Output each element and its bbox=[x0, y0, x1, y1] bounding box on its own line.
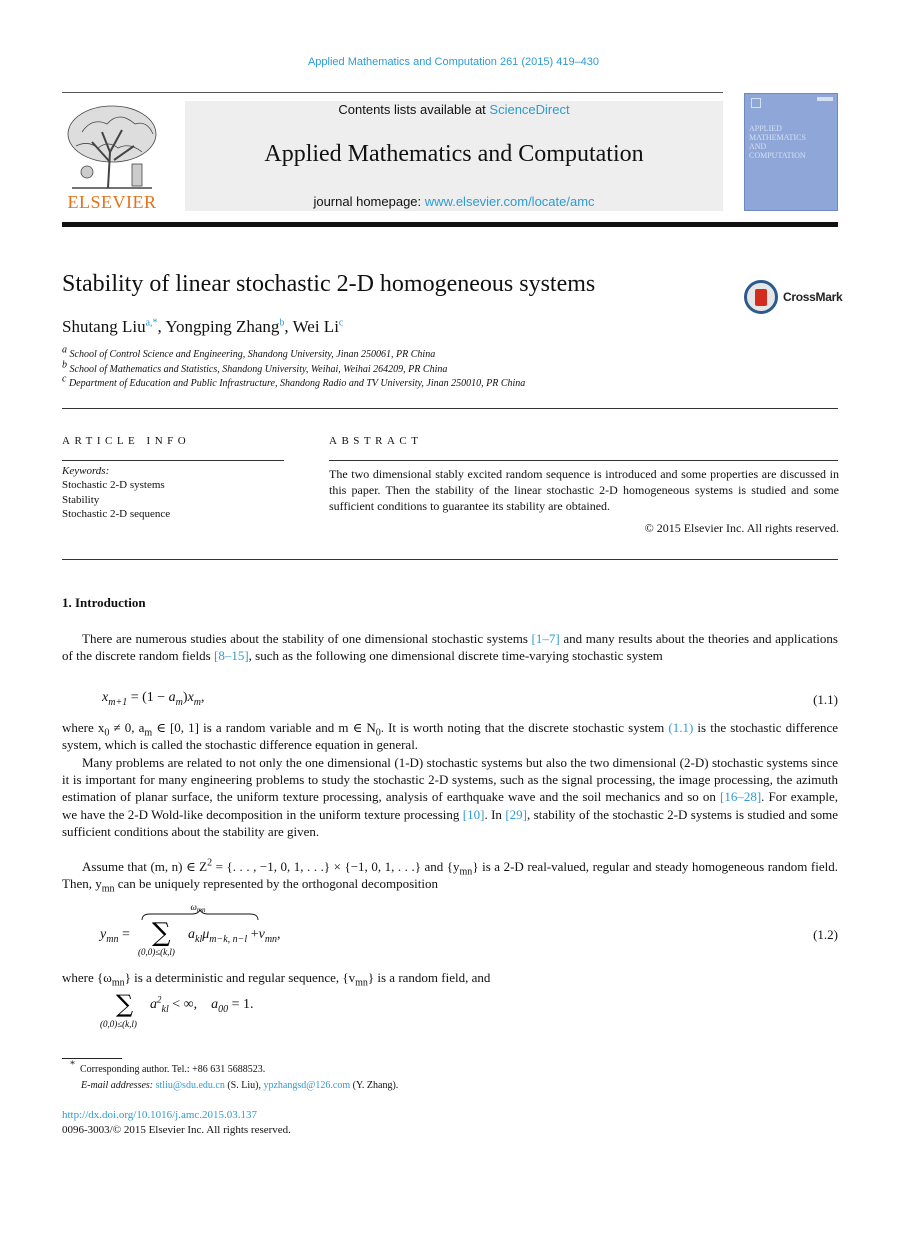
text: } is a deterministic and regular sequence, {v bbox=[124, 970, 356, 985]
journal-cover-thumbnail[interactable] bbox=[744, 93, 838, 211]
cover-title bbox=[749, 124, 806, 160]
author-sup[interactable]: a,* bbox=[145, 317, 158, 329]
homepage-link[interactable]: www.elsevier.com/locate/amc bbox=[424, 194, 595, 209]
affiliation-text: School of Mathematics and Statistics, Shandong University, Weihai, Weihai 264209, PR China bbox=[69, 364, 448, 375]
cover-line: COMPUTATION bbox=[749, 151, 806, 160]
divider bbox=[62, 408, 838, 409]
email-link[interactable]: stliu@sdu.edu.cn bbox=[155, 1080, 225, 1091]
author-name[interactable]: Yongping Zhang bbox=[165, 317, 280, 336]
issn-copyright: 0096-3003/© 2015 Elsevier Inc. All rights reserved. bbox=[62, 1124, 291, 1136]
keyword: Stability bbox=[62, 494, 100, 506]
header-top-rule bbox=[62, 92, 723, 93]
author-name[interactable]: Shutang Liu bbox=[62, 317, 146, 336]
cover-line: APPLIED bbox=[749, 124, 782, 133]
crossmark-button[interactable] bbox=[744, 280, 844, 316]
eq-term: $a_{kl}\mu_{m-k, n-l} +v_{mn}$, bbox=[188, 927, 281, 945]
affiliation bbox=[62, 359, 448, 375]
intro-paragraph-4: Assume that (m, n) ∈ $Z^2$ = {. . . , −1, 0, 1, . . .} × {−1, 0, 1, . . .} and $\{y_{mn}\}$ is a 2-D real-valued, regular and steady homogeneous random field. Then, $y_{mn}$ can be uniquely represented by the orthogonal decomposition bbox=[62, 857, 839, 895]
email-label: E-mail addresses: bbox=[81, 1080, 156, 1091]
doi-link[interactable]: http://dx.doi.org/10.1016/j.amc.2015.03.137 bbox=[62, 1109, 258, 1121]
text: There are numerous studies about the stability of one dimensional stochastic systems bbox=[82, 631, 532, 646]
keywords-label: Keywords: bbox=[62, 465, 110, 477]
text: where x bbox=[62, 720, 105, 735]
author-list: Shutang Liu$^{a,*}$, Yongping Zhang$^b$, Wei Li$^c$ bbox=[62, 317, 344, 336]
email-footnote bbox=[81, 1080, 398, 1091]
text: . In bbox=[484, 806, 506, 822]
cover-line: AND bbox=[749, 142, 767, 151]
elsevier-logo bbox=[62, 102, 162, 214]
cover-line: MATHEMATICS bbox=[749, 133, 806, 142]
cover-tag bbox=[817, 97, 833, 101]
text: ∈ [0, 1] is a random variable and m ∈ N bbox=[152, 720, 376, 735]
text: where {ω bbox=[62, 970, 112, 985]
footnote-text: Corresponding author. Tel.: +86 631 5688523. bbox=[80, 1064, 266, 1075]
text: and many results about the theories and applications of the discrete random fields bbox=[62, 631, 838, 664]
crossmark-icon bbox=[744, 280, 778, 314]
sum-symbol: ∑ bbox=[116, 990, 134, 1018]
corresponding-footnote: * Corresponding author. Tel.: +86 631 5688523. bbox=[70, 1059, 266, 1075]
affiliation-mark: a bbox=[62, 344, 67, 356]
text: } is a 2-D real-valued, regular and steady homogeneous random field. Then, y bbox=[62, 859, 839, 892]
eq-lhs: $y_{mn}$ = bbox=[100, 927, 130, 945]
section-heading-introduction: 1. Introduction bbox=[62, 595, 146, 610]
equation-1-2 bbox=[100, 900, 360, 962]
cover-logo-icon bbox=[751, 98, 761, 108]
keyword: Stochastic 2-D systems bbox=[62, 479, 165, 491]
author-name[interactable]: Wei Li bbox=[292, 317, 339, 336]
text: , stability of the stochastic 2-D systems is studied and some sufficient conditions about the stability are given. bbox=[62, 806, 838, 839]
elsevier-tree-icon bbox=[62, 102, 162, 190]
text: Many problems are related to not only the one dimensional (1-D) stochastic systems but also the two dimensional (2-D) stochastic systems since it is important for many engineering problems to study the stochastic 2-D systems, such as the signal processing, the image processing, the azimuth estimation of planar surface, the uniform texture processing, analysis of earthquake wave and the soil mechanics and so on bbox=[62, 755, 838, 805]
text: } is a random field, and bbox=[367, 970, 491, 985]
text: . For example, we have the 2-D Wold-like decomposition in the uniform texture processing bbox=[62, 789, 839, 822]
abstract-copyright: © 2015 Elsevier Inc. All rights reserved. bbox=[644, 521, 839, 535]
article-info-heading: ARTICLE INFO bbox=[62, 435, 191, 447]
text: ≠ 0, a bbox=[109, 720, 145, 735]
affiliation-mark: c bbox=[62, 373, 67, 385]
intro-paragraph-2: where $x_0 \ne 0$, $a_m$ ∈ [0, 1] is a random variable and m ∈ $N_0$. It is worth noting that the discrete stochastic system (1.1) is the stochastic difference system, which is called the stochastic difference equation in general. bbox=[62, 720, 839, 753]
header-thick-rule bbox=[62, 222, 838, 227]
homepage-line bbox=[185, 194, 723, 209]
sum-index: (0,0)≤(k,l) bbox=[100, 1019, 137, 1029]
divider bbox=[62, 559, 838, 560]
text: . It is worth noting that the discrete stochastic system bbox=[380, 720, 669, 735]
author-sup[interactable]: c bbox=[338, 317, 344, 329]
journal-title: Applied Mathematics and Computation bbox=[264, 141, 644, 167]
sum-index: (0,0)≤(k,l) bbox=[138, 947, 175, 957]
intro-paragraph-3 bbox=[62, 754, 838, 840]
divider bbox=[329, 460, 838, 461]
homepage-prefix: journal homepage: bbox=[313, 194, 425, 209]
equation-link[interactable]: (1.1) bbox=[668, 720, 694, 735]
sum-symbol: ∑ bbox=[152, 918, 171, 948]
affiliation bbox=[62, 344, 436, 360]
author-sup[interactable]: b bbox=[279, 317, 285, 329]
affiliation-text: School of Control Science and Engineering, Shandong University, Jinan 250061, PR China bbox=[69, 349, 436, 360]
divider bbox=[62, 460, 284, 461]
abstract-heading: ABSTRACT bbox=[329, 435, 423, 447]
abstract-text: The two dimensional stably excited random sequence is introduced and some properties are discussed in this paper. Then the stability of the linear stochastic 2-D homogeneous systems is studied and some sufficient conditions to guarantee its stability are obtained. bbox=[329, 467, 839, 514]
contents-prefix: Contents lists available at bbox=[338, 102, 490, 117]
affiliation-mark: b bbox=[62, 359, 67, 371]
text: is the stochastic difference system, which is called the stochastic difference equation in general. bbox=[62, 720, 839, 753]
citation-link[interactable]: [16–28] bbox=[720, 789, 762, 805]
text: Assume that (m, n) ∈ Z bbox=[82, 859, 208, 874]
equation-number: (1.2) bbox=[813, 927, 838, 942]
equation-1-1: $x_{m+1} = (1 - a_m)x_m$, bbox=[102, 690, 205, 708]
journal-citation[interactable]: Applied Mathematics and Computation 261 (2015) 419–430 bbox=[307, 56, 600, 68]
sciencedirect-link[interactable]: ScienceDirect bbox=[489, 102, 570, 117]
affiliation bbox=[62, 373, 526, 389]
text: = {. . . , −1, 0, 1, . . .} × {−1, 0, 1, . . .} and {y bbox=[212, 859, 460, 874]
citation-link[interactable]: [8–15] bbox=[213, 648, 249, 664]
equation-constraint bbox=[100, 990, 300, 1036]
equation-number: (1.1) bbox=[813, 692, 838, 707]
email-link[interactable]: ypzhangsd@126.com bbox=[263, 1080, 351, 1091]
citation-link[interactable]: [1–7] bbox=[531, 631, 560, 646]
text: can be uniquely represented by the orthogonal decomposition bbox=[114, 876, 438, 892]
eq-term: $a^2_{kl}$ < ∞, $a_{00} = 1$. bbox=[150, 994, 254, 1015]
affiliation-text: Department of Education and Public Infrastructure, Shandong Radio and TV University, Jinan 250010, PR China bbox=[68, 378, 526, 389]
keyword: Stochastic 2-D sequence bbox=[62, 508, 171, 520]
email-owner: (S. Liu), bbox=[224, 1080, 264, 1091]
article-title: Stability of linear stochastic 2-D homogeneous systems bbox=[62, 271, 596, 297]
email-owner: (Y. Zhang). bbox=[350, 1080, 399, 1091]
intro-paragraph-1 bbox=[62, 630, 838, 664]
contents-line bbox=[185, 102, 723, 117]
elsevier-wordmark: ELSEVIER bbox=[67, 192, 157, 212]
intro-paragraph-5: where $\{\omega_{mn}\}$ is a deterministic and regular sequence, $\{v_{mn}\}$ is a random field, and bbox=[62, 970, 491, 989]
citation-link[interactable]: [10] bbox=[462, 806, 485, 822]
svg-text:ωmn: $\omega_{mn}$ bbox=[190, 902, 206, 914]
text: , such as the following one dimensional discrete time-varying stochastic system bbox=[248, 648, 663, 664]
crossmark-label: CrossMark bbox=[783, 290, 843, 304]
citation-link[interactable]: [29] bbox=[505, 806, 528, 822]
